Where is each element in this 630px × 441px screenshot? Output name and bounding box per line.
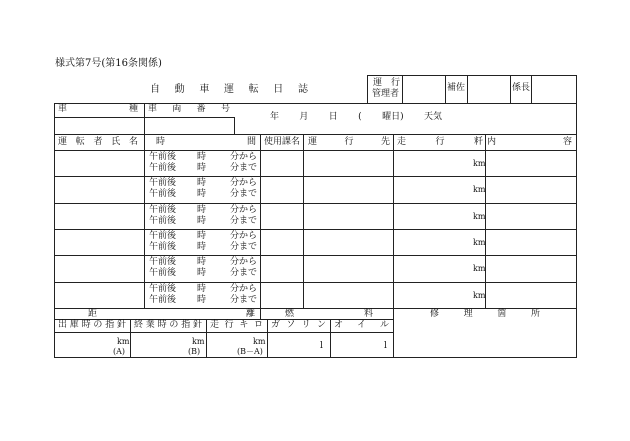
start-hour-label: 時 (197, 152, 207, 162)
repair-section-char: 箇 (497, 309, 507, 319)
distance-section-char: 離 (245, 309, 255, 319)
row-km-unit: km (473, 159, 486, 168)
start-am-pm: 午前後 (149, 152, 177, 162)
oil-label (334, 320, 389, 331)
start-am-pm: 午前後 (149, 284, 177, 294)
destination-header-char: 先 (380, 137, 390, 147)
end-hour-label: 時 (197, 295, 207, 305)
end-am-pm: 午前後 (149, 163, 177, 173)
driver-header-char: 名 (128, 137, 138, 147)
row-km-unit: km (473, 238, 486, 247)
end-am-pm: 午前後 (149, 268, 177, 278)
end-minute-label: 分まで (230, 268, 258, 278)
gasoline-liter-unit: l (320, 341, 323, 351)
row-km-unit: km (473, 212, 486, 221)
date-char: 天気 (423, 112, 442, 122)
oil-char: イ (356, 320, 366, 330)
end-am-pm: 午前後 (149, 216, 177, 226)
start-hour-label: 時 (197, 231, 207, 241)
content-header (487, 137, 572, 148)
form-number: 様式第7号(第16条関係) (55, 58, 162, 69)
oil-char: オ (334, 320, 344, 330)
distance-section-label (88, 309, 255, 320)
title-char: 動 (174, 84, 185, 95)
repair-section-char: 所 (530, 309, 540, 319)
time-header (156, 137, 256, 148)
vehicle-type-char: 種 (128, 104, 138, 114)
vehicle-number-char: 両 (172, 104, 182, 114)
row-divider (54, 255, 577, 256)
end-meter-char: 針 (192, 320, 202, 330)
row-divider (54, 282, 577, 283)
date-char: ( (358, 112, 362, 122)
distance-header-char: 粁 (473, 137, 483, 147)
departure-a-label: (A) (113, 347, 126, 356)
repair-section-char: 理 (463, 309, 473, 319)
distance-km-char: キ (239, 320, 249, 330)
start-minute-label: 分から (230, 231, 258, 241)
end-minute-label: 分まで (230, 295, 258, 305)
start-am-pm: 午前後 (149, 257, 177, 267)
date-weather-line (270, 112, 442, 123)
vehicle-number-char: 車 (148, 104, 158, 114)
end-hour-label: 時 (197, 163, 207, 173)
fuel-section-label (285, 309, 373, 320)
end-meter-char: 指 (181, 320, 191, 330)
departure-km-unit: km (117, 337, 130, 346)
start-am-pm: 午前後 (149, 205, 177, 215)
departure-meter-char: の (93, 320, 103, 330)
content-header-char: 内 (487, 137, 497, 147)
title-char: 車 (199, 84, 210, 95)
row-km-unit: km (473, 291, 486, 300)
start-minute-label: 分から (230, 284, 258, 294)
end-meter-char: 時 (157, 320, 167, 330)
title-char: 転 (248, 84, 259, 95)
departure-meter-char: 針 (116, 320, 126, 330)
gasoline-char: ソ (286, 320, 296, 330)
gasoline-char: ガ (271, 320, 281, 330)
vehicle-number-char: 番 (196, 104, 206, 114)
date-char: 年 (270, 112, 280, 122)
gasoline-label (271, 320, 326, 331)
end-hour-label: 時 (197, 216, 207, 226)
row-divider (54, 203, 577, 204)
end-am-pm: 午前後 (149, 295, 177, 305)
vehicle-number-label (148, 104, 230, 115)
distance-header-char: 行 (435, 137, 445, 147)
distance-ba-label: (B－A) (237, 347, 263, 356)
departure-meter-char: 時 (81, 320, 91, 330)
repair-section-char: 修 (430, 309, 440, 319)
departure-meter-char: 庫 (69, 320, 79, 330)
date-char: 月 (299, 112, 309, 122)
departure-meter-label (58, 320, 126, 331)
row-km-unit: km (473, 264, 486, 273)
distance-header (397, 137, 483, 148)
destination-header (308, 137, 390, 148)
vehicle-type-char: 車 (58, 104, 68, 114)
fuel-section-char: 燃 (285, 309, 295, 319)
title-char: 日 (273, 84, 284, 95)
end-b-label: (B) (188, 347, 201, 356)
end-km-unit: km (192, 337, 205, 346)
end-hour-label: 時 (197, 189, 207, 199)
start-hour-label: 時 (197, 178, 207, 188)
gasoline-char: ン (316, 320, 326, 330)
manager-label-1: 運 行 (373, 78, 401, 88)
distance-km-char: ロ (253, 320, 263, 330)
destination-header-char: 行 (344, 137, 354, 147)
distance-section-char: 距 (88, 309, 98, 319)
driver-header-char: 運 (58, 137, 68, 147)
row-divider (54, 229, 577, 230)
assistant-label: 補佐 (447, 83, 466, 93)
start-minute-label: 分から (230, 178, 258, 188)
content-header-char: 容 (562, 137, 572, 147)
start-am-pm: 午前後 (149, 231, 177, 241)
destination-header-char: 運 (308, 137, 318, 147)
title-char: 自 (150, 84, 160, 95)
document-title (150, 84, 308, 95)
driver-header-char: 氏 (111, 137, 121, 147)
distance-header-char: 走 (397, 137, 407, 147)
department-header: 使用課名 (264, 137, 301, 147)
gasoline-char: リ (301, 320, 311, 330)
end-meter-char: 業 (145, 320, 155, 330)
driver-header-char: 者 (93, 137, 103, 147)
start-minute-label: 分から (230, 205, 258, 215)
repair-section-label (430, 309, 540, 320)
end-minute-label: 分まで (230, 189, 258, 199)
start-minute-label: 分から (230, 257, 258, 267)
distance-km-char: 走 (210, 320, 220, 330)
end-minute-label: 分まで (230, 163, 258, 173)
end-hour-label: 時 (197, 268, 207, 278)
row-divider (54, 176, 577, 177)
chief-label: 係長 (512, 83, 531, 93)
end-minute-label: 分まで (230, 216, 258, 226)
end-hour-label: 時 (197, 242, 207, 252)
oil-char: ル (379, 320, 389, 330)
departure-meter-char: 指 (105, 320, 115, 330)
date-char: 日 (328, 112, 338, 122)
time-header-char: 時 (156, 137, 166, 147)
driver-name-header (58, 137, 138, 148)
row-km-unit: km (473, 185, 486, 194)
manager-label-2: 管理者 (372, 89, 400, 99)
time-header-char: 間 (246, 137, 256, 147)
fuel-section-char: 料 (363, 309, 373, 319)
start-hour-label: 時 (197, 284, 207, 294)
distance-km-char: 行 (224, 320, 234, 330)
start-minute-label: 分から (230, 152, 258, 162)
date-char: 曜日) (382, 112, 404, 122)
end-minute-label: 分まで (230, 242, 258, 252)
start-hour-label: 時 (197, 205, 207, 215)
driver-header-char: 転 (75, 137, 85, 147)
departure-meter-char: 出 (58, 320, 68, 330)
end-meter-label (134, 320, 202, 331)
title-char: 誌 (297, 84, 308, 95)
end-am-pm: 午前後 (149, 242, 177, 252)
start-hour-label: 時 (197, 257, 207, 267)
end-meter-char: の (169, 320, 179, 330)
title-char: 運 (223, 84, 234, 95)
distance-km-unit: km (253, 337, 266, 346)
end-am-pm: 午前後 (149, 189, 177, 199)
vehicle-type-label (58, 104, 138, 115)
end-meter-char: 終 (134, 320, 144, 330)
distance-km-label (210, 320, 263, 331)
vehicle-number-char: 号 (220, 104, 230, 114)
oil-liter-unit: l (384, 341, 387, 351)
start-am-pm: 午前後 (149, 178, 177, 188)
